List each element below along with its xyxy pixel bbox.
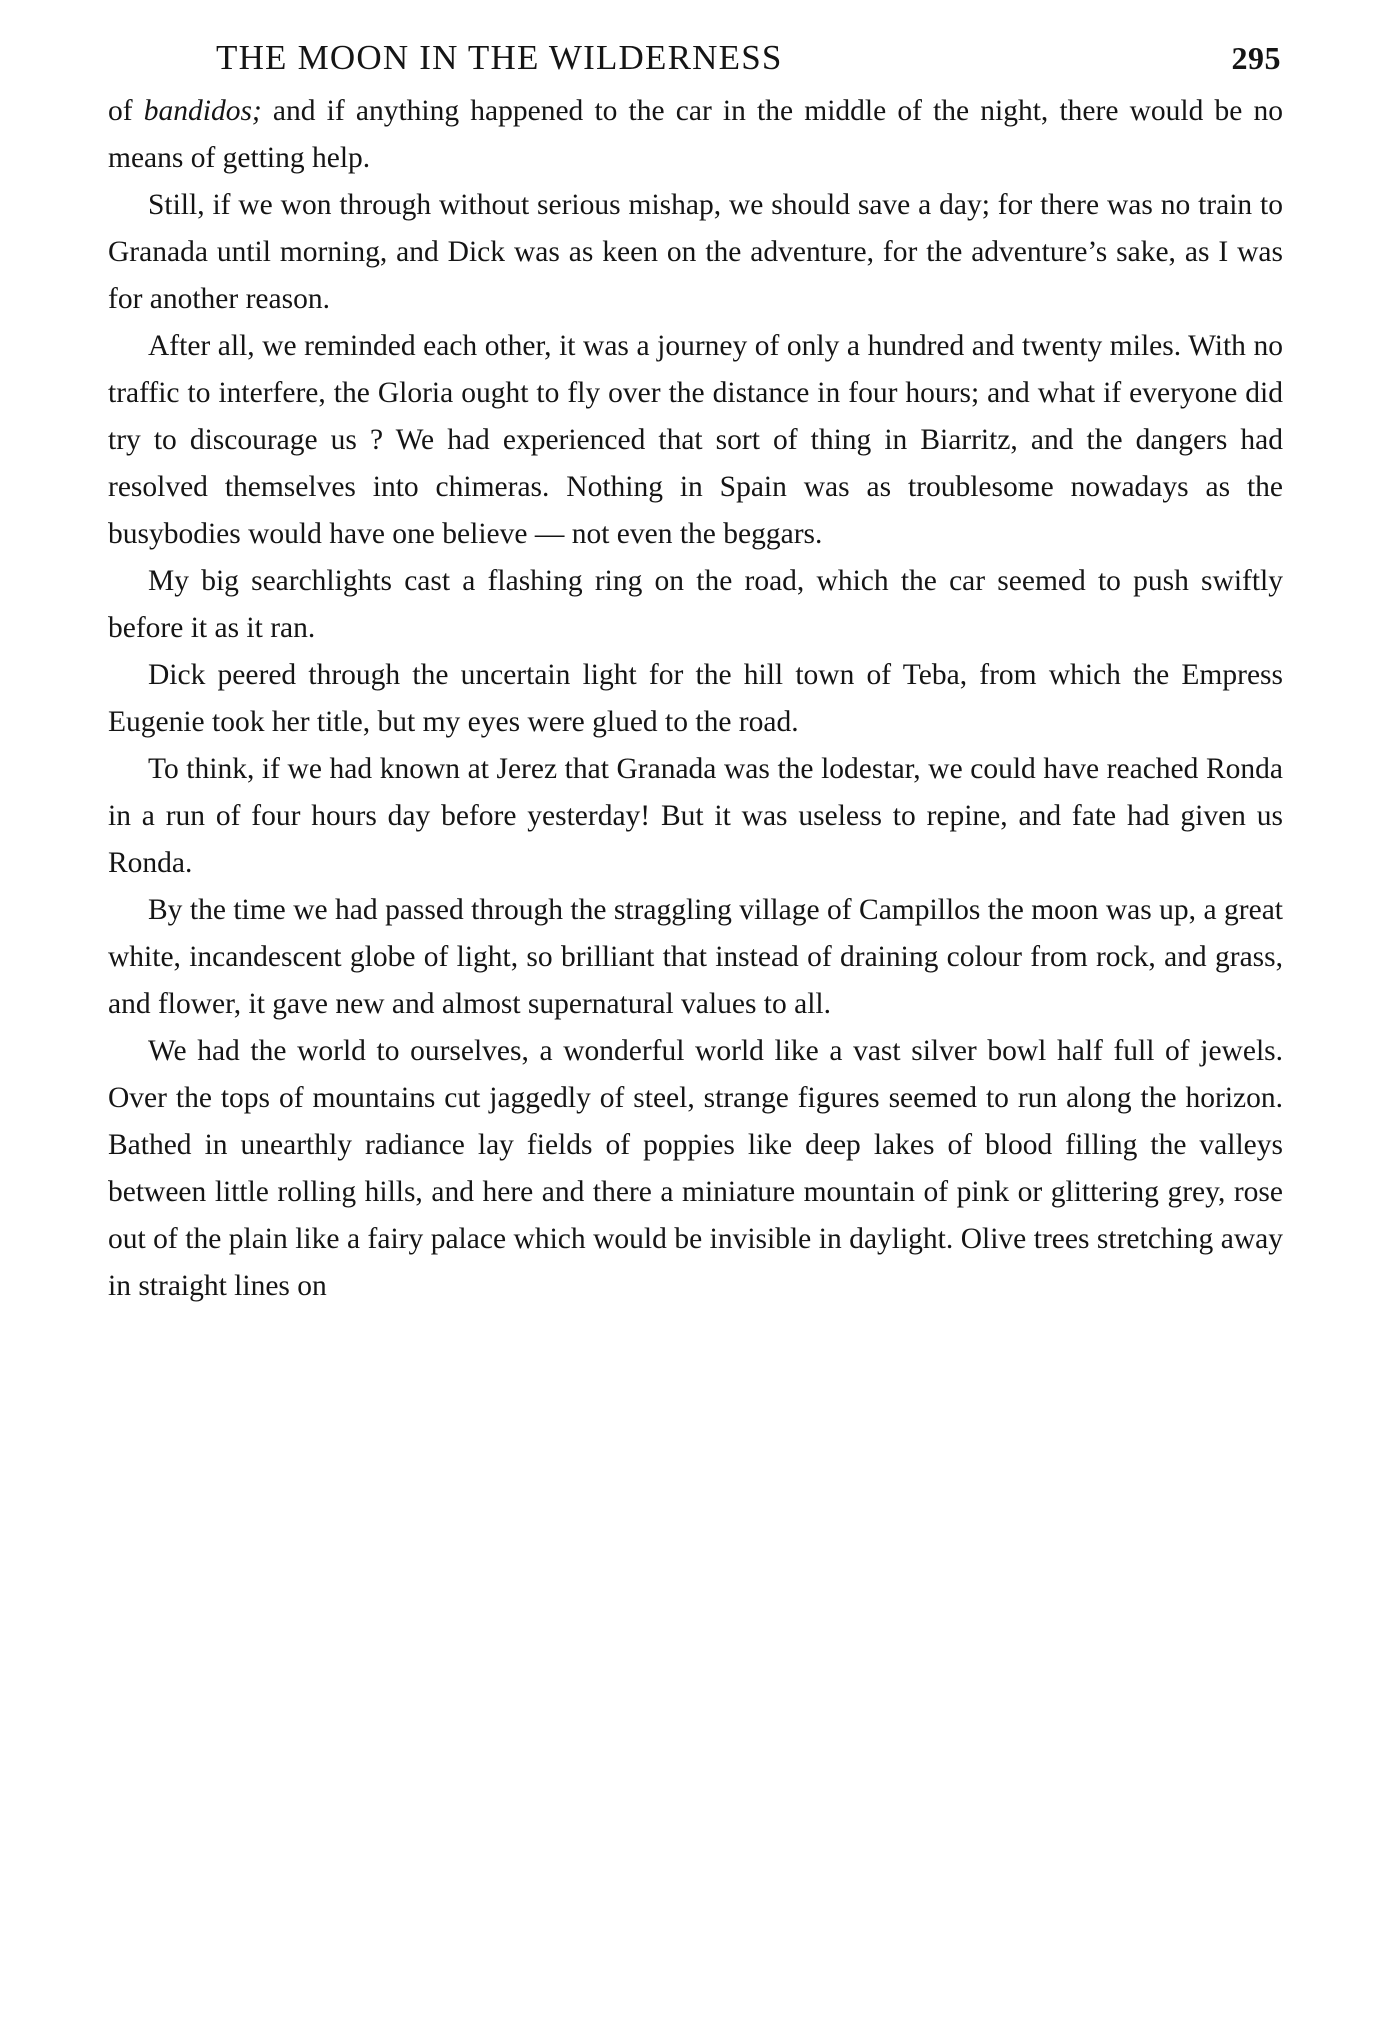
paragraph bbox=[108, 323, 1283, 558]
paragraph bbox=[108, 1028, 1283, 1310]
page-number: 295 bbox=[1231, 40, 1281, 76]
text-run: and if anything happened to the car in the middle of the night, there would be no means of getting help. bbox=[108, 95, 1283, 174]
paragraph bbox=[108, 182, 1283, 323]
text-run: To think, if we had known at Jerez that Granada was the lodestar, we could have reached Ronda in a run of four hours day before yesterday! But it was useless to repine, and fate had given us Ronda. bbox=[108, 753, 1283, 879]
text-run: Dick peered through the uncertain light for the hill town of Teba, from which the Empress Eugenie took her title, but my eyes were glued to the road. bbox=[108, 659, 1283, 738]
paragraph bbox=[108, 558, 1283, 652]
running-head: THE MOON IN THE WILDERNESS bbox=[216, 38, 783, 77]
page-header bbox=[108, 38, 1283, 78]
page-body bbox=[108, 88, 1283, 1310]
paragraph bbox=[108, 88, 1283, 182]
text-run: Still, if we won through without serious mishap, we should save a day; for there was no train to Granada until morning, and Dick was as keen on the adventure, for the adventure’s sake, as I was for another reason. bbox=[108, 189, 1283, 315]
paragraph bbox=[108, 746, 1283, 887]
text-run: My big searchlights cast a flashing ring on the road, which the car seemed to push swiftly before it as it ran. bbox=[108, 565, 1283, 644]
text-run: After all, we reminded each other, it was a journey of only a hundred and twenty miles. With no traffic to interfere, the Gloria ought to fly over the distance in four hours; and what if everyone did try to discourage us ? We had experienced that sort of thing in Biarritz, and the dangers had resolved themselves into chimeras. Nothing in Spain was as troublesome nowadays as the busybodies would have one believe — not even the beggars. bbox=[108, 330, 1283, 550]
emphasis-text: bandidos; bbox=[143, 95, 262, 127]
text-run: We had the world to ourselves, a wonderful world like a vast silver bowl half full of jewels. Over the tops of mountains cut jaggedly of steel, strange figures seemed to run along the horizon. Bathed in unearthly radiance lay fields of poppies like deep lakes of blood filling the valleys between little rolling hills, and here and there a miniature mountain of pink or glittering grey, rose out of the plain like a fairy palace which would be invisible in daylight. Olive trees stretching away in straight lines on bbox=[108, 1035, 1283, 1302]
text-run: of bbox=[108, 95, 144, 127]
paragraph bbox=[108, 652, 1283, 746]
text-run: By the time we had passed through the straggling village of Campillos the moon was up, a great white, incandescent globe of light, so brilliant that instead of draining colour from rock, and grass, and flower, it gave new and almost supernatural values to all. bbox=[108, 894, 1283, 1020]
paragraph bbox=[108, 887, 1283, 1028]
